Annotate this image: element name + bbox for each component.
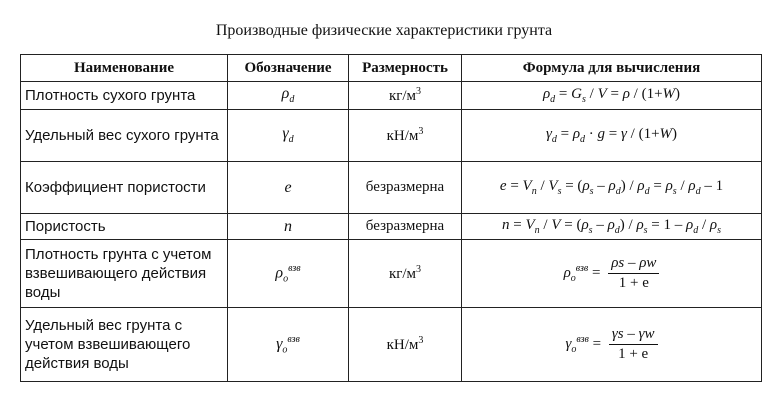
row-formula: $n = V_n / V = (\rho_s - \rho_d) / \rho_s = 1 - \rho_d / \rho_s$	[462, 214, 762, 240]
row-name: Плотность сухого грунта	[21, 82, 228, 110]
row-formula: $\gamma_d = \rho_d \cdot g = \gamma / (1+W)$	[462, 110, 762, 162]
fraction-numerator: γs – γw	[609, 326, 658, 345]
formula-fraction	[608, 255, 659, 292]
table-row	[21, 82, 762, 110]
row-name: Пористость	[21, 214, 228, 240]
page-title: Производные физические характеристики грунта	[215, 22, 553, 39]
row-dimension: $кг/м^3$	[349, 82, 462, 110]
header-symbol: Обозначение	[228, 55, 349, 82]
header-formula: Формула для вычисления	[462, 55, 762, 82]
fraction-numerator: ρs – ρw	[608, 255, 659, 274]
row-dimension: $кН/м^3$	[349, 308, 462, 382]
row-dimension: безразмерна	[349, 214, 462, 240]
table-row	[21, 214, 762, 240]
row-name: Удельный вес грунта с учетом взвешивающего действия воды	[21, 308, 228, 382]
header-dimension: Размерность	[349, 55, 462, 82]
row-formula: $e = V_n / V_s = (\rho_s - \rho_d) / \rho_d = \rho_s / \rho_d - 1$	[462, 162, 762, 214]
row-symbol: e	[228, 162, 349, 214]
row-formula: $\gamma_o^{взв}$ = $\frac{\gamma s - \gamma w}{1 + e}$	[462, 308, 762, 382]
row-name: Плотность грунта с учетом взвешивающего действия воды	[21, 240, 228, 308]
row-dimension: безразмерна	[349, 162, 462, 214]
table-row	[21, 240, 762, 308]
characteristics-table	[20, 54, 762, 382]
row-name: Коэффициент пористости	[21, 162, 228, 214]
row-name: Удельный вес сухого грунта	[21, 110, 228, 162]
fraction-denominator: 1 + e	[618, 346, 649, 362]
row-dimension: $кН/м^3$	[349, 110, 462, 162]
table-row	[21, 162, 762, 214]
row-formula: $\rho_o^{взв}$ = $\frac{\rho s - \rho w}{1 + e}$	[462, 240, 762, 308]
header-row	[21, 55, 762, 82]
fraction-denominator: 1 + e	[618, 275, 649, 291]
row-symbol: $\rho_d$	[228, 82, 349, 110]
table-row	[21, 308, 762, 382]
formula-fraction	[609, 326, 658, 363]
row-symbol: $\gamma_d$	[228, 110, 349, 162]
row-formula: $\rho_d = G_s / V = \rho / (1+W)$	[462, 82, 762, 110]
table-row	[21, 110, 762, 162]
row-symbol: $\gamma_o^{взв}$	[228, 308, 349, 382]
row-symbol: $\rho_o^{взв}$	[228, 240, 349, 308]
row-symbol: n	[228, 214, 349, 240]
header-name: Наименование	[21, 55, 228, 82]
row-dimension: $кг/м^3$	[349, 240, 462, 308]
